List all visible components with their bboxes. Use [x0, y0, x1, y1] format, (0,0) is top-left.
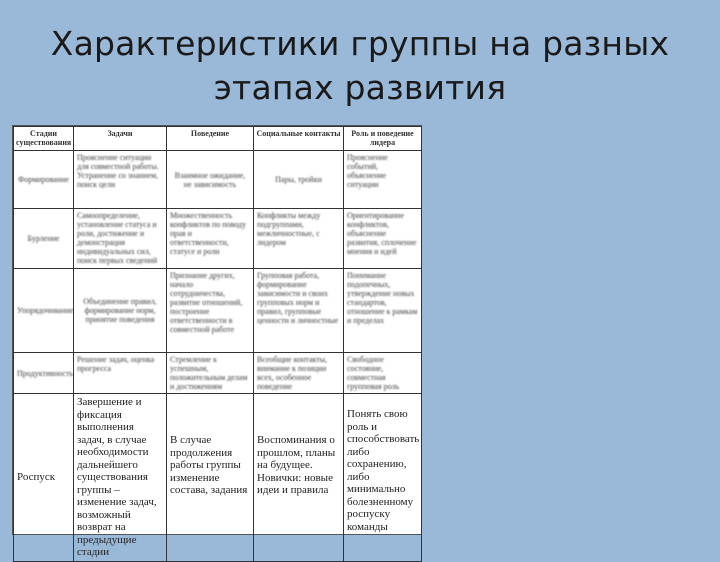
table-cell: Прояснение ситуации для совместной работы. Устранение со знанием, поиск цели — [74, 151, 167, 209]
table-row — [14, 209, 422, 269]
stage-cell: Формирование — [14, 151, 74, 209]
stage-cell: Бурление — [14, 209, 74, 269]
header-cell: Поведение — [167, 127, 254, 151]
header-cell: Стадии существования — [14, 127, 74, 151]
group-stages-table — [13, 126, 422, 562]
table-cell: Решение задач, оценка прогресса — [74, 353, 167, 394]
table-cell: В случае продолжения работы группы изменение состава, задания — [167, 394, 254, 562]
table-cell: Свободное состояние, совместная групповая роль — [344, 353, 422, 394]
table-cell: Всеобщие контакты, внимание к позиции всех, особенное поведение — [254, 353, 344, 394]
table-cell: Воспоминания о прошлом, планы на будущее. Новички: новые идеи и правила — [254, 394, 344, 562]
stage-cell: Роспуск — [14, 394, 74, 562]
table-header-row — [14, 127, 422, 151]
table-cell: Конфликты между подгруппами, межличностные, с лидером — [254, 209, 344, 269]
header-cell: Задачи — [74, 127, 167, 151]
table-row — [14, 394, 422, 562]
table-cell: Групповая работа, формирование зависимости и своих групповых норм и правил, групповые ценности и личностные — [254, 269, 344, 353]
table-cell: Понимание подопечных, утверждение новых стандартов, отношение к рамкам и пределах — [344, 269, 422, 353]
table-cell: Стремление к успешным, положительным делам и достижениям — [167, 353, 254, 394]
stage-cell: Продуктивность — [14, 353, 74, 394]
table-cell: Прояснение событий, объяснение ситуации — [344, 151, 422, 209]
stage-cell: Упорядочивание — [14, 269, 74, 353]
header-cell: Роль и поведение лидера — [344, 127, 422, 151]
table-cell: Множественность конфликтов по поводу прав и ответственности, статусе и роли — [167, 209, 254, 269]
header-cell: Социальные контакты — [254, 127, 344, 151]
table-cell: Завершение и фиксация выполнения задач, в случае необходимости дальнейшего существования группы – изменение задач, возможный возврат на предыдущие стадии — [74, 394, 167, 562]
table-row — [14, 151, 422, 209]
table-row — [14, 353, 422, 394]
table-cell: Ориентирование конфликтов, объяснение развития, сплочение мнения и идей — [344, 209, 422, 269]
table-cell: Признание других, начало сотрудничества, развитие отношений, построение ответственности в совместной работе — [167, 269, 254, 353]
table-cell: Взаимное ожидание, не зависимость — [167, 151, 254, 209]
table-cell: Понять свою роль и способствовать либо сохранению, либо минимально болезненному роспуску команды — [344, 394, 422, 562]
table-cell: Пары, тройки — [254, 151, 344, 209]
table-cell: Объединение правил, формирование норм, принятие поведения — [74, 269, 167, 353]
table-image — [12, 125, 422, 558]
table-row — [14, 269, 422, 353]
table-cell: Самоопределение, установление статуса и роли, достижение и демонстрация индивидуальных сил, поиск первых сведений — [74, 209, 167, 269]
slide-title: Характеристики группы на разных этапах развития — [50, 24, 670, 107]
